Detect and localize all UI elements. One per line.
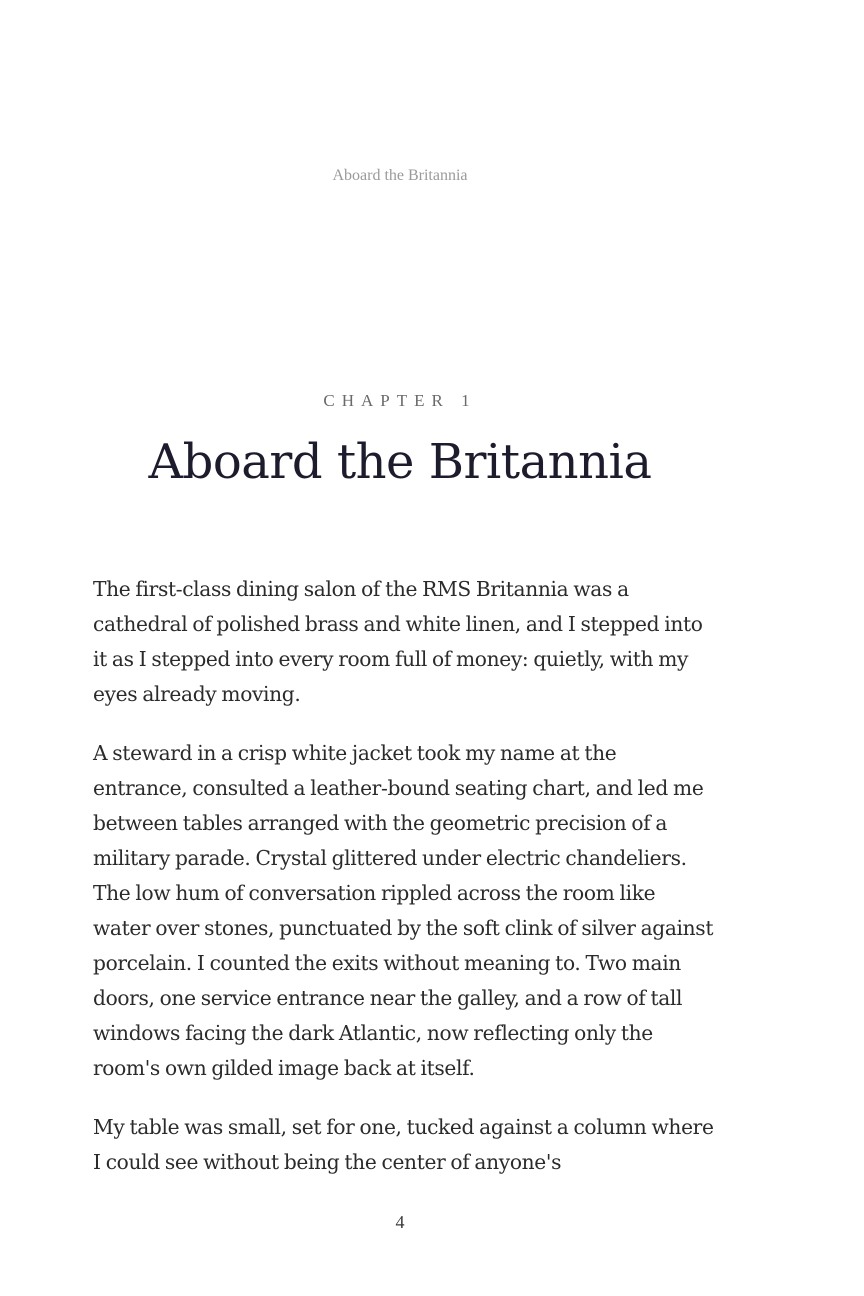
chapter-label: CHAPTER 1 xyxy=(323,391,477,410)
paragraph: The first-class dining salon of the RMS Britannia was a cathedral of polished brass and white linen, and I stepped into it as I stepped into every room full of money: quietly, with my eyes already moving. xyxy=(93,577,703,706)
page-number: 4 xyxy=(395,1212,405,1232)
running-head: Aboard the Britannia xyxy=(332,167,468,184)
chapter-body xyxy=(93,572,715,1204)
paragraph: My table was small, set for one, tucked against a column where I could see without being the center of anyone's xyxy=(93,1115,714,1174)
paragraph: A steward in a crisp white jacket took my name at the entrance, consulted a leather-bound seating chart, and led me between tables arranged with the geometric precision of a military parade. Crystal glittered under electric chandeliers. The low hum of conversation rippled across the room like water over stones, punctuated by the soft clink of silver against porcelain. I counted the exits without meaning to. Two main doors, one service entrance near the galley, and a row of tall windows facing the dark Atlantic, now reflecting only the room's own gilded image back at itself. xyxy=(93,741,714,1080)
chapter-title: Aboard the Britannia xyxy=(148,434,652,490)
